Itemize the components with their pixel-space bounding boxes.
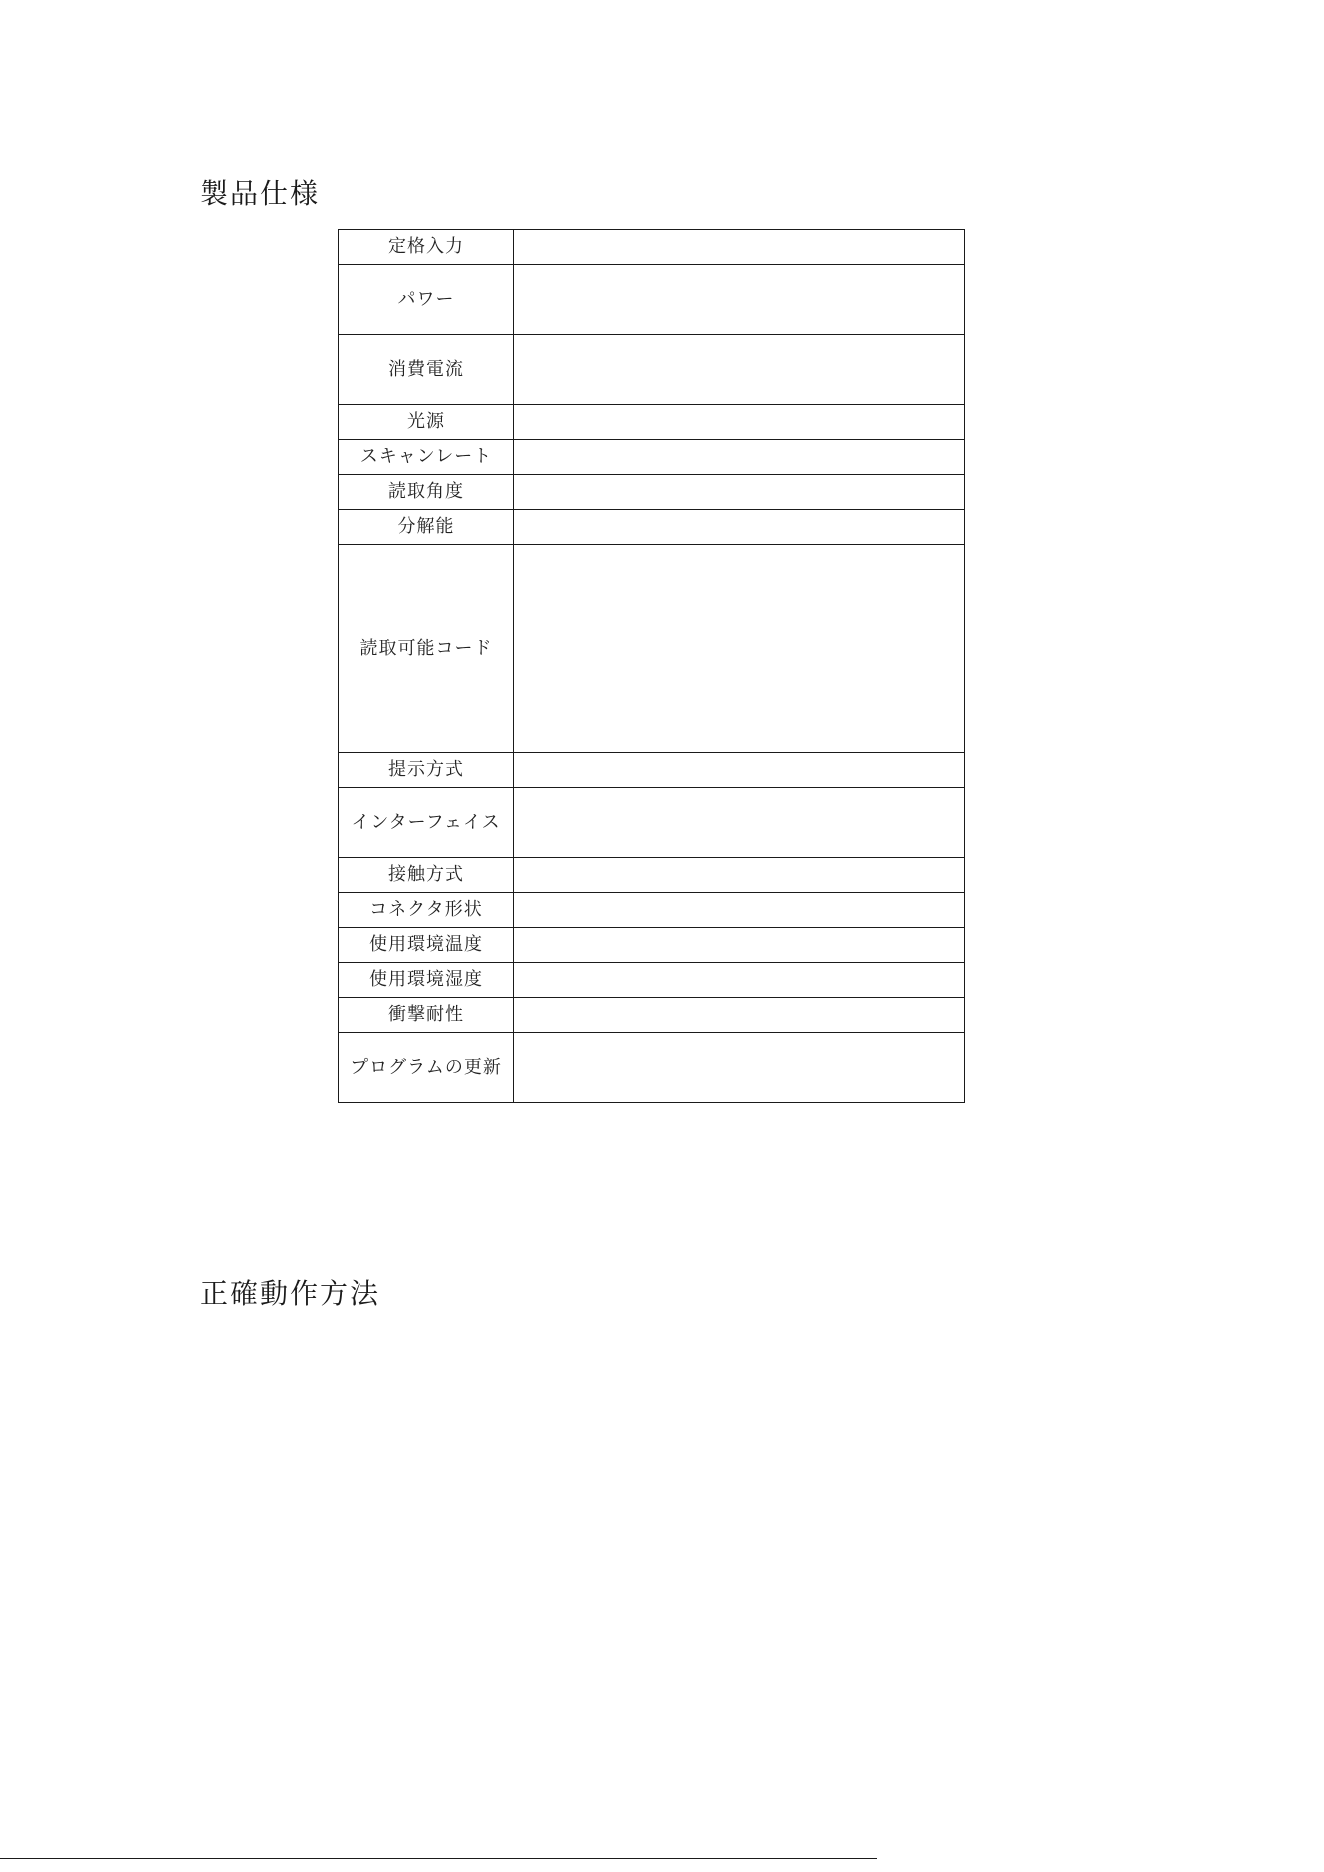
section-heading-operation-method: 正確動作方法: [200, 1277, 381, 1310]
spec-label: インターフェイス: [339, 788, 514, 858]
spec-table: [338, 229, 965, 1103]
spec-label: 使用環境湿度: [339, 963, 514, 998]
spec-label: スキャンレート: [339, 440, 514, 475]
spec-value: [514, 230, 965, 265]
table-row: [339, 893, 965, 928]
spec-value: [514, 963, 965, 998]
spec-value: [514, 335, 965, 405]
spec-label: 使用環境温度: [339, 928, 514, 963]
spec-value: [514, 893, 965, 928]
spec-label: 接触方式: [339, 858, 514, 893]
spec-label: 衝撃耐性: [339, 998, 514, 1033]
spec-value: [514, 545, 965, 753]
spec-label: 定格入力: [339, 230, 514, 265]
spec-value: [514, 928, 965, 963]
spec-value: [514, 440, 965, 475]
spec-value: [514, 788, 965, 858]
table-row: [339, 335, 965, 405]
table-row: [339, 998, 965, 1033]
spec-label: コネクタ形状: [339, 893, 514, 928]
spec-label: 読取角度: [339, 475, 514, 510]
spec-label: プログラムの更新: [339, 1033, 514, 1103]
spec-label: 提示方式: [339, 753, 514, 788]
spec-value: [514, 475, 965, 510]
spec-value: [514, 405, 965, 440]
spec-label: 光源: [339, 405, 514, 440]
table-row: [339, 1033, 965, 1103]
spec-value: [514, 510, 965, 545]
spec-value: [514, 998, 965, 1033]
spec-label: パワー: [339, 265, 514, 335]
spec-label: 読取可能コード: [339, 545, 514, 753]
spec-value: [514, 753, 965, 788]
section-heading-product-spec: 製品仕様: [200, 177, 321, 210]
table-row: [339, 963, 965, 998]
spec-value: [514, 1033, 965, 1103]
table-row: [339, 405, 965, 440]
table-row: [339, 230, 965, 265]
footnote-divider: [0, 1858, 877, 1859]
table-row: [339, 265, 965, 335]
table-row: [339, 510, 965, 545]
table-row: [339, 753, 965, 788]
spec-label: 分解能: [339, 510, 514, 545]
table-row: [339, 928, 965, 963]
table-row: [339, 858, 965, 893]
table-row: [339, 475, 965, 510]
table-row: [339, 440, 965, 475]
table-row: [339, 545, 965, 753]
spec-label: 消費電流: [339, 335, 514, 405]
spec-value: [514, 858, 965, 893]
spec-value: [514, 265, 965, 335]
table-row: [339, 788, 965, 858]
